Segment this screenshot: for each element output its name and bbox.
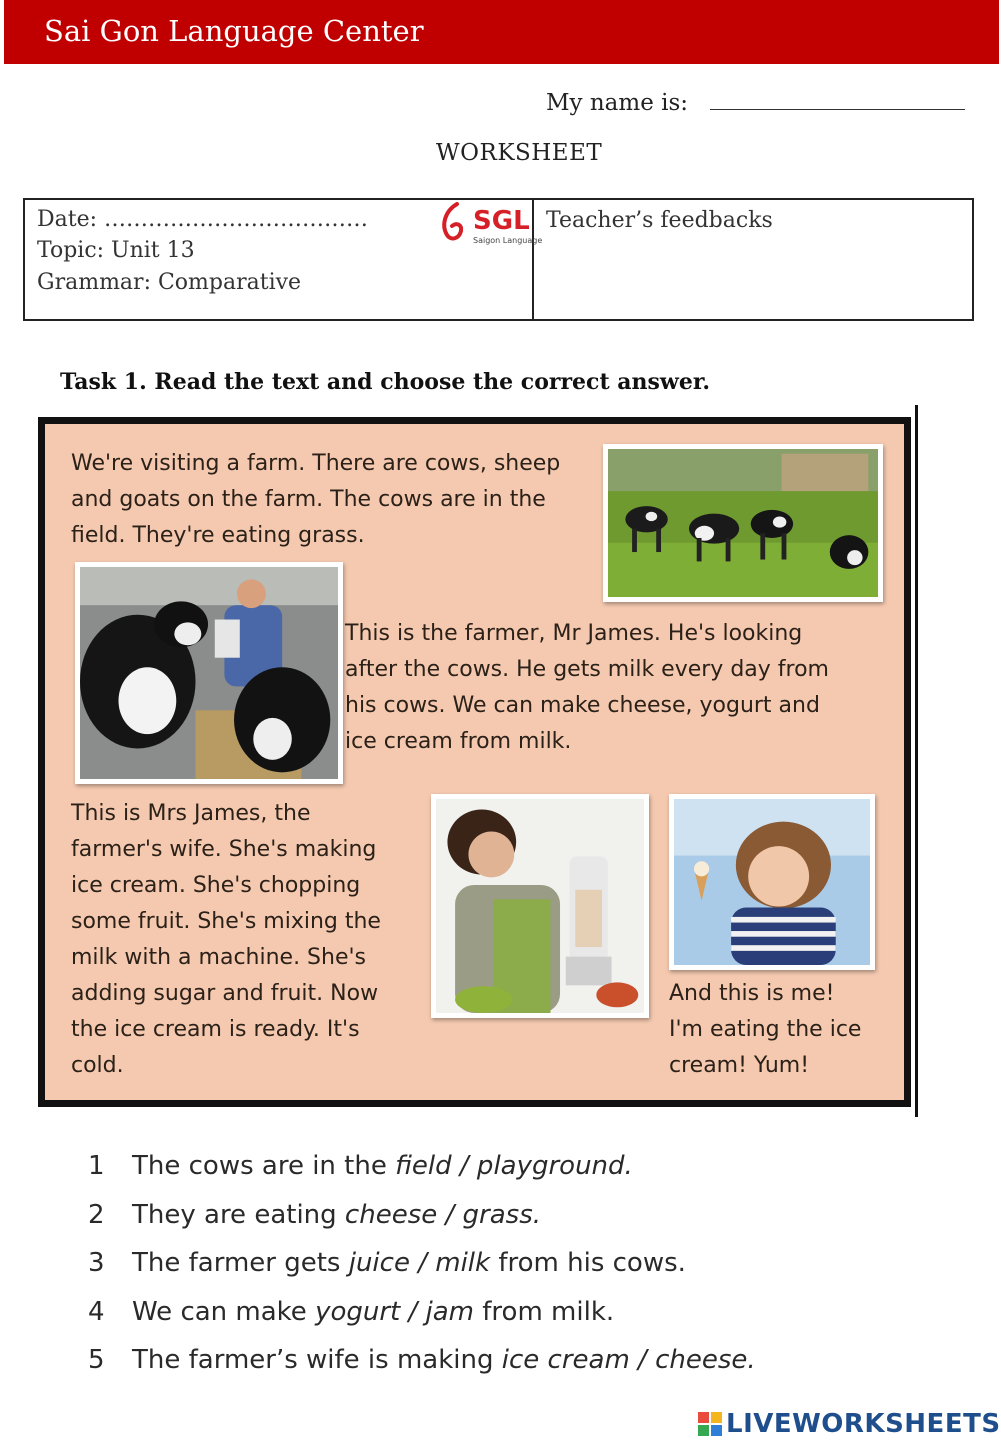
story-paragraph-2: This is the farmer, Mr James. He's looking after the cows. He gets milk every day from his cows. We can make cheese, yogurt and ice cream from milk. [345,621,829,754]
topic-line: Topic: Unit 13 [37,238,195,263]
liveworksheets-brand: LIVEWORKSHEETS [726,1409,1001,1439]
logo-text: SGL [473,206,530,236]
liveworksheets-icon [698,1412,722,1436]
grammar-line: Grammar: Comparative [37,270,302,295]
mrs-james-photo [431,794,649,1018]
question-3-options[interactable]: juice / milk [348,1248,491,1278]
question-2-options[interactable]: cheese / grass. [344,1200,542,1230]
task-1-title: Task 1. Read the text and choose the correct answer. [60,369,711,395]
header-bar [4,0,999,64]
question-5-options[interactable]: ice cream / cheese. [501,1345,756,1375]
question-1-options[interactable]: field / playground. [395,1151,633,1181]
date-line: Date: ……………………………… [37,207,369,232]
question-4: 4 We can make yogurt / jam from milk. [88,1297,615,1327]
question-1: 1 The cows are in the field / playground. [88,1151,633,1181]
name-input-line[interactable] [710,109,965,110]
farmer-cows-photo [75,562,343,784]
logo-subtext: Saigon Language [473,236,543,245]
question-2: 2 They are eating cheese / grass. [88,1200,542,1230]
sgl-logo [437,199,543,249]
question-3: 3 The farmer gets juice / milk from his cows. [88,1248,686,1278]
child-ice-cream-photo [669,794,875,970]
story-paragraph-1: We're visiting a farm. There are cows, sheep and goats on the farm. The cows are in the field. They're eating grass. [71,451,561,548]
worksheet-title: WORKSHEET [436,140,603,166]
name-label: My name is: [546,90,689,116]
cows-field-photo [603,444,883,602]
story-paragraph-4: And this is me! I'm eating the ice cream! Yum! [669,981,862,1078]
question-5: 5 The farmer’s wife is making ice cream / cheese. [88,1345,756,1375]
teacher-feedback-label: Teacher’s feedbacks [546,208,773,233]
center-title: Sai Gon Language Center [44,14,424,48]
question-4-options[interactable]: yogurt / jam [315,1297,475,1327]
reading-side-rule [915,405,918,1117]
story-paragraph-3: This is Mrs James, the farmer's wife. She's making ice cream. She's chopping some fruit. She's mixing the milk with a machine. She's adding sugar and fruit. Now the ice cream is ready. It's cold. [71,801,381,1078]
liveworksheets-logo[interactable] [698,1408,1001,1440]
reading-passage [38,417,911,1107]
